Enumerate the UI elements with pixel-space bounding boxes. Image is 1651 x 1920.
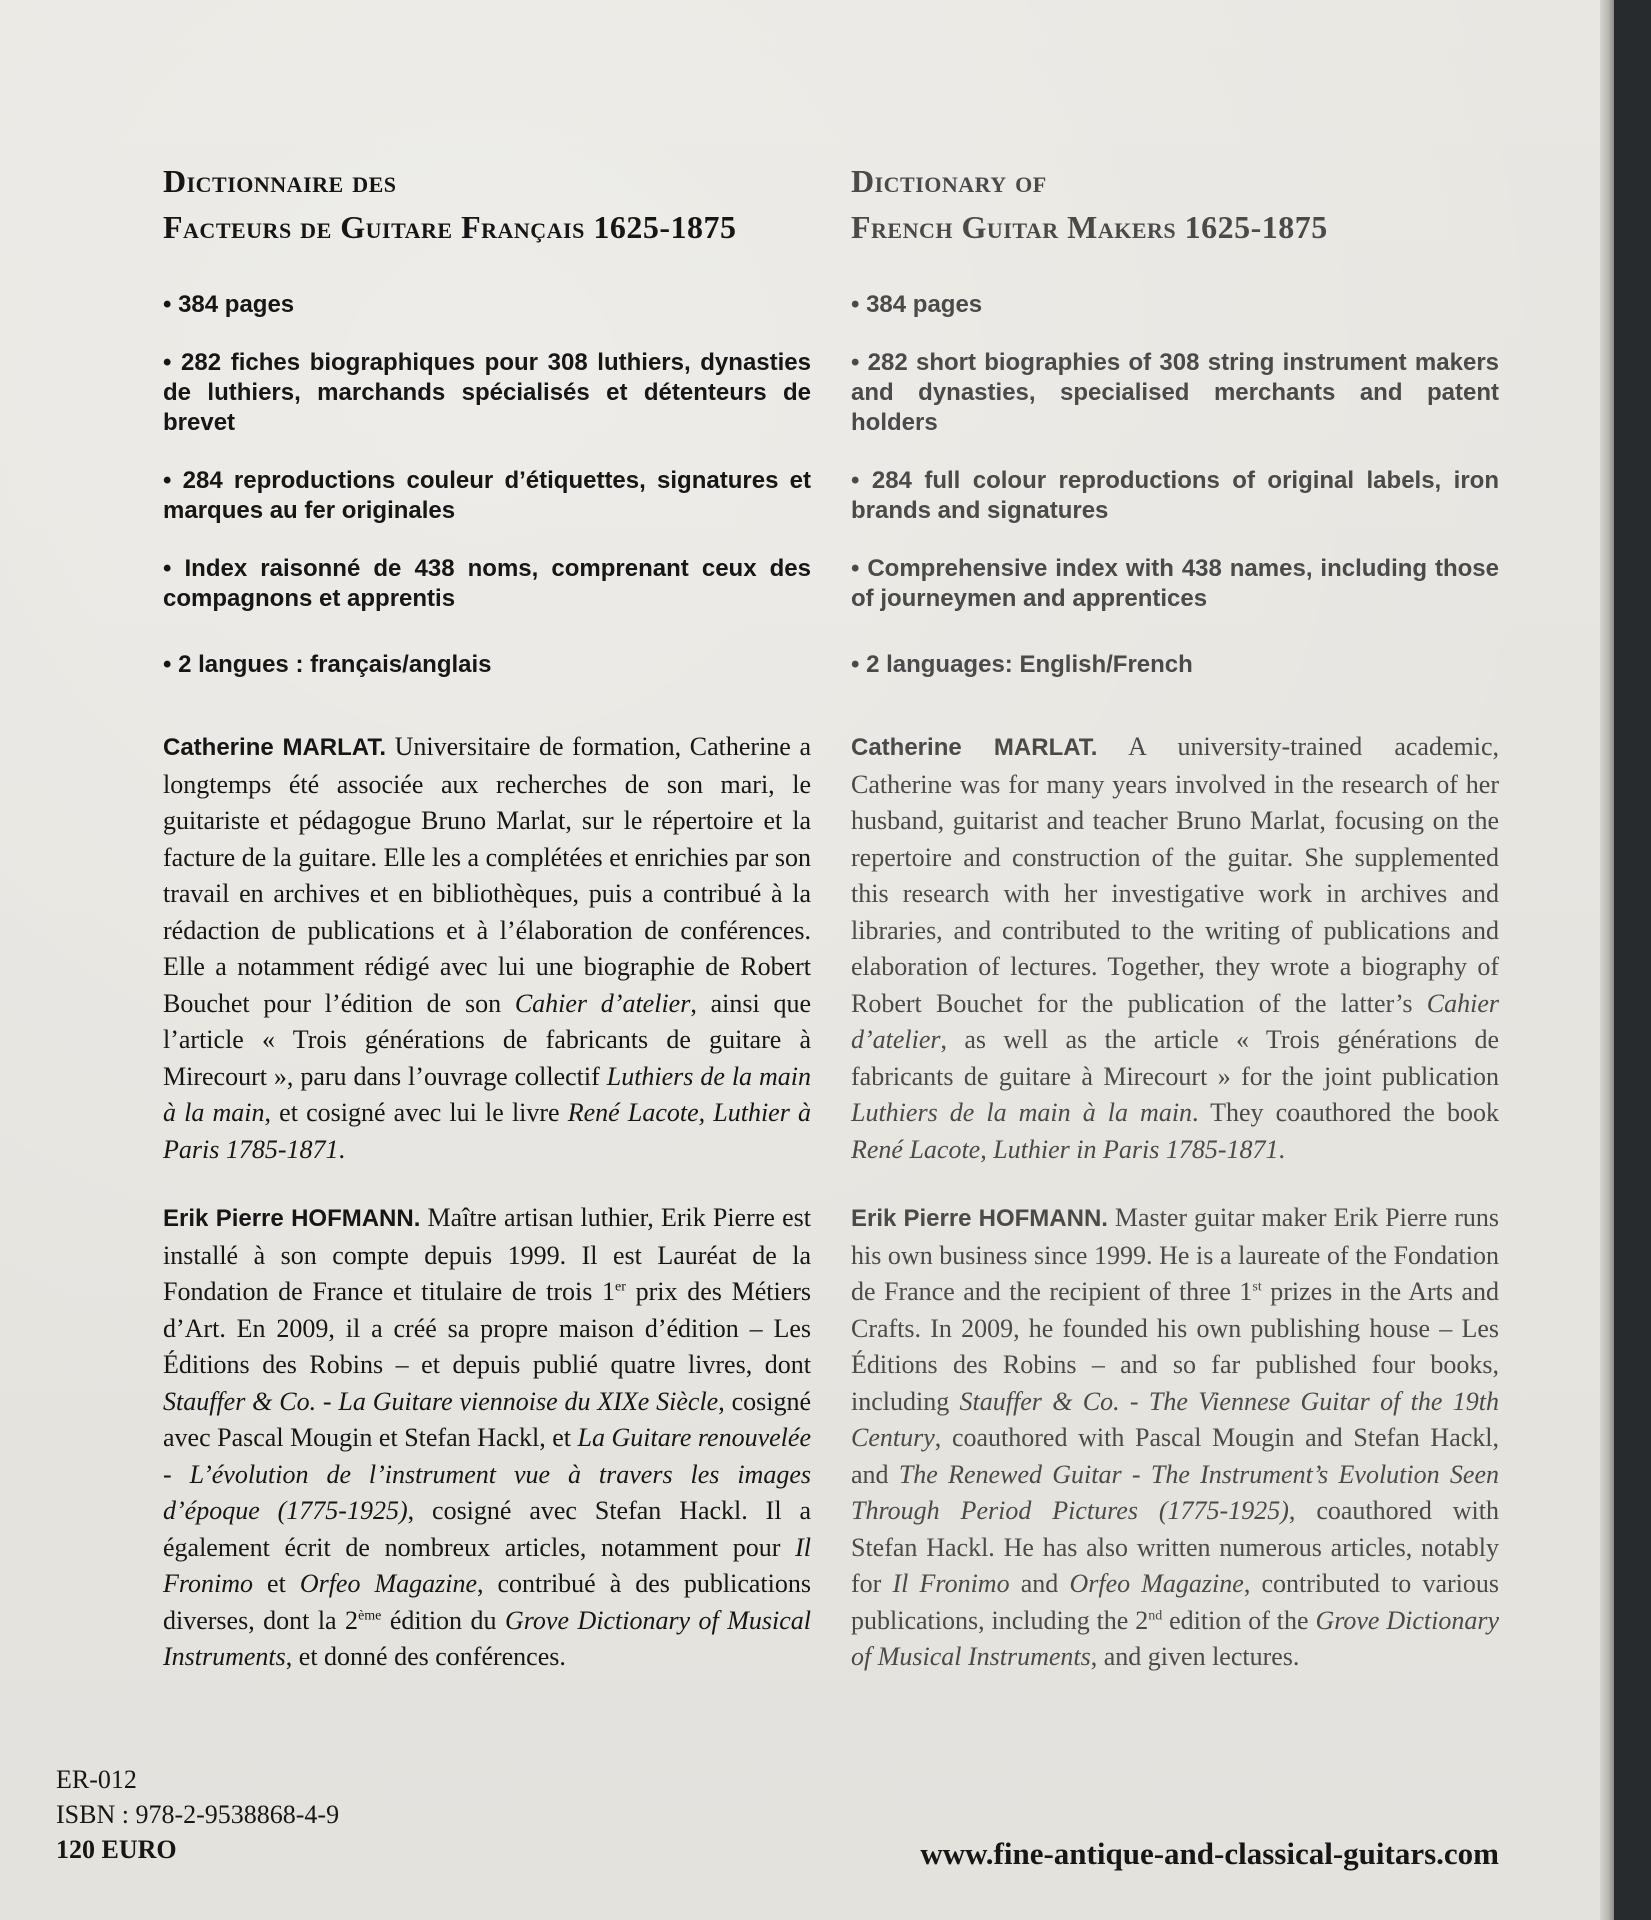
english-title-line-1: Dictionary of: [851, 163, 1047, 199]
catalog-reference: ER-012: [56, 1765, 137, 1794]
english-title-line-2: French Guitar Makers 1625-1875: [851, 209, 1328, 245]
english-feature-biographies: • 282 short biographies of 308 string instrument makers and dynasties, specialised merchants and patent holders: [851, 349, 1499, 436]
french-title-line-2: Facteurs de Guitare Français 1625-1875: [163, 209, 737, 245]
french-title-line-1: Dictionnaire des: [163, 163, 397, 199]
french-title: [163, 158, 737, 250]
isbn: ISBN : 978-2-9538868-4-9: [56, 1800, 340, 1829]
english-feature-index: • Comprehensive index with 438 names, including those of journeymen and apprentices: [851, 555, 1499, 612]
english-feature-list: [851, 290, 1499, 708]
french-feature-biographies: • 282 fiches biographiques pour 308 luthiers, dynasties de luthiers, marchands spécialisés et détenteurs de brevet: [163, 349, 811, 436]
french-bio-hofmann: Erik Pierre HOFMANN. Maître artisan luthier, Erik Pierre est installé à son compte depuis 1999. Il est Lauréat de la Fondation de France et titulaire de trois 1er prix des Métiers d’Art. En 2009, il a créé sa propre maison d’édition – Les Éditions des Robins – et depuis publié quatre livres, dont Stauffer & Co. - La Guitare viennoise du XIXe Siècle, cosigné avec Pascal Mougin et Stefan Hackl, et La Guitare renouvelée - L’évolution de l’instrument vue à travers les images d’époque (1775-1925), cosigné avec Stefan Hackl. Il a également écrit de nombreux articles, notamment pour Il Fronimo et Orfeo Magazine, contribué à des publications diverses, dont la 2ème édition du Grove Dictionary of Musical Instruments, et donné des conférences.: [163, 1203, 812, 1671]
english-title: [851, 158, 1328, 250]
author-name: Catherine MARLAT.: [851, 734, 1098, 761]
english-feature-languages: • 2 languages: English/French: [851, 651, 1193, 678]
english-feature-reproductions: • 284 full colour reproductions of original labels, iron brands and signatures: [851, 467, 1499, 524]
french-feature-reproductions: • 284 reproductions couleur d’étiquettes, signatures et marques au fer originales: [163, 467, 811, 524]
author-name: Erik Pierre HOFMANN.: [851, 1205, 1108, 1232]
author-name: Catherine MARLAT.: [163, 734, 387, 761]
price: 120 EURO: [56, 1835, 177, 1864]
publication-info: [56, 1762, 339, 1867]
website-url: www.fine-antique-and-classical-guitars.com: [920, 1836, 1499, 1871]
french-feature-list: [163, 290, 811, 708]
english-bio-hofmann: Erik Pierre HOFMANN. Master guitar maker Erik Pierre runs his own business since 1999. He is a laureate of the Fondation de France and the recipient of three 1st prizes in the Arts and Crafts. In 2009, he founded his own publishing house – Les Éditions des Robins – and so far published four books, including Stauffer & Co. - The Viennese Guitar of the 19th Century, coauthored with Pascal Mougin and Stefan Hackl, and The Renewed Guitar - The Instrument’s Evolution Seen Through Period Pictures (1775-1925), coauthored with Stefan Hackl. He has also written numerous articles, notably for Il Fronimo and Orfeo Magazine, contributed to various publications, including the 2nd edition of the Grove Dictionary of Musical Instruments, and given lectures.: [851, 1203, 1499, 1671]
page-edge-shadow: [1600, 0, 1614, 1920]
english-bio-marlat: Catherine MARLAT. A university-trained academic, Catherine was for many years involved in the research of her husband, guitarist and teacher Bruno Marlat, focusing on the repertoire and construction of the guitar. She supplemented this research with her investigative work in archives and libraries, and contributed to the writing of publications and elaboration of lectures. Together, they wrote a biography of Robert Bouchet for the publication of the latter’s Cahier d’atelier, as well as the article « Trois générations de fabricants de guitare à Mirecourt » for the joint publication Luthiers de la main à la main. They coauthored the book René Lacote, Luthier in Paris 1785-1871.: [851, 732, 1500, 1164]
french-bio-marlat: Catherine MARLAT. Universitaire de formation, Catherine a longtemps été associée aux recherches de son mari, le guitariste et pédagogue Bruno Marlat, sur le répertoire et la facture de la guitare. Elle les a complétées et enrichies par son travail en archives et en bibliothèques, puis a contribué à la rédaction de publications et à l’élaboration de conférences. Elle a notamment rédigé avec lui une biographie de Robert Bouchet pour l’édition de son Cahier d’atelier, ainsi que l’article « Trois générations de fabricants de guitare à Mirecourt », paru dans l’ouvrage collectif Luthiers de la main à la main, et cosigné avec lui le livre René Lacote, Luthier à Paris 1785-1871.: [163, 732, 811, 1164]
book-spine: [1614, 0, 1651, 1920]
author-name: Erik Pierre HOFMANN.: [163, 1205, 421, 1232]
french-feature-languages: • 2 langues : français/anglais: [163, 651, 492, 678]
french-feature-index: • Index raisonné de 438 noms, comprenant ceux des compagnons et apprentis: [163, 555, 811, 612]
french-feature-pages: • 384 pages: [163, 291, 295, 318]
english-feature-pages: • 384 pages: [851, 291, 983, 318]
